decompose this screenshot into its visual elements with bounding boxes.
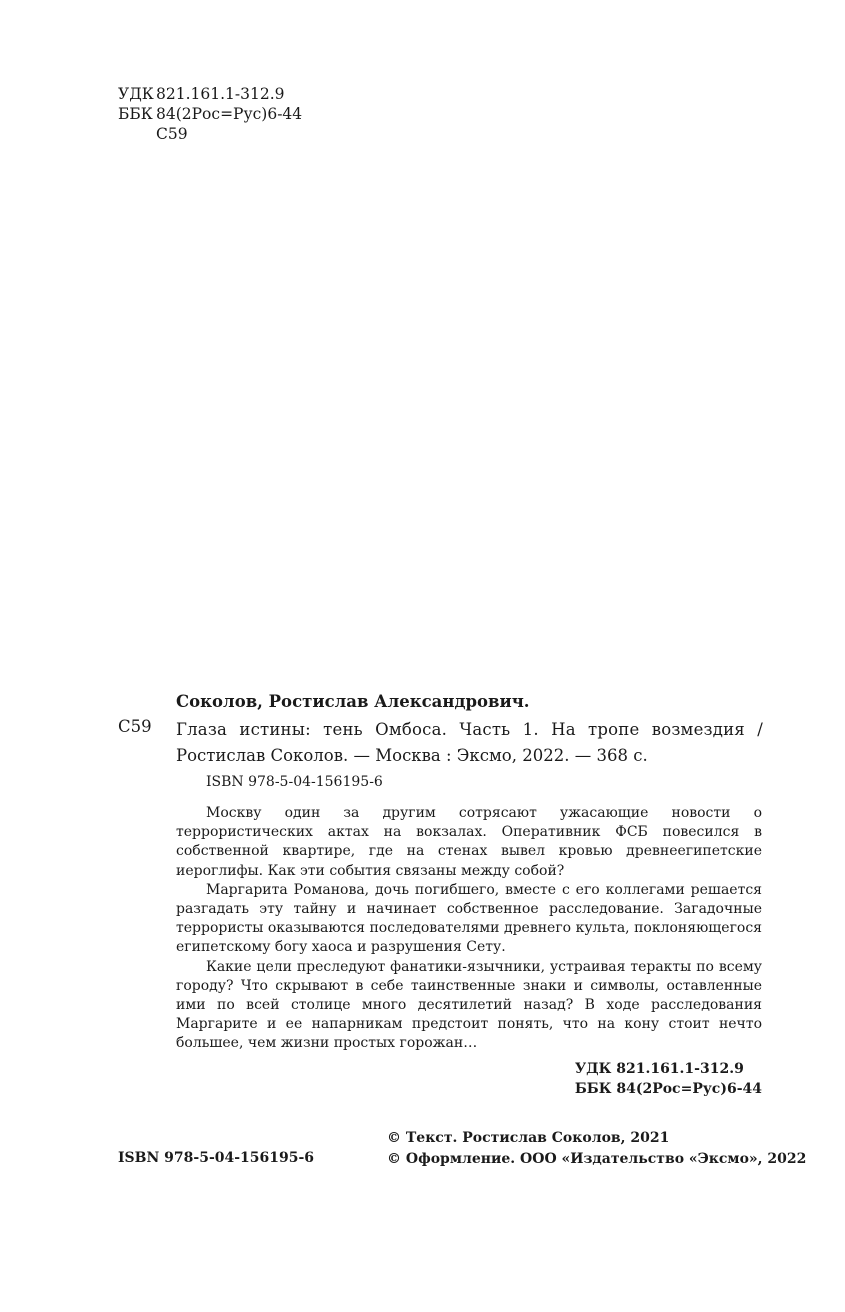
udk-index: УДК 821.161.1-312.9 [574, 1061, 744, 1077]
udk-key: УДК [118, 85, 154, 103]
annotation-paragraph: Маргарита Романова, дочь погибшего, вместе с его коллегами решается разгадать эту тайну и начинает собственное расследование. Загадочные террористы оказываются последователями древнего культа, поклоняющегося египетскому богу хаоса и разрушения Сету. [176, 881, 762, 956]
catalog-code: С59 [118, 717, 152, 736]
isbn-footer: ISBN 978-5-04-156195-6 [118, 1150, 315, 1166]
isbn-record: ISBN 978-5-04-156195-6 [206, 774, 383, 790]
bbk-key: ББК [118, 105, 153, 123]
classification-header [118, 84, 302, 144]
annotation-paragraph: Какие цели преследуют фанатики-язычники, устраивая теракты по всему городу? Что скрывают в себе таинственные знаки и символы, оставленные ими по всей столице много десятилетий назад? В ходе расследования Маргарите и ее напарникам предстоит понять, что на кону стоит нечто большее, чем жизни простых горожан… [176, 958, 762, 1052]
index-block [575, 1059, 762, 1099]
title-line-1: Глаза истины: тень Омбоса. Часть 1. На тропе возмездия / [176, 720, 763, 739]
udk-value: 821.161.1-312.9 [156, 85, 285, 103]
bbk-row [118, 104, 302, 124]
copyright-block [387, 1128, 806, 1170]
bbk-value: 84(2Рос=Рус)6-44 [156, 105, 303, 123]
copyright-design: © Оформление. ООО «Издательство «Эксмо», 2022 [387, 1151, 807, 1167]
udk-row [118, 84, 302, 104]
author-code-row [118, 124, 302, 144]
author-name: Соколов, Ростислав Александрович. [176, 692, 530, 711]
annotation-paragraph: Москву один за другим сотрясают ужасающие новости о террористических актах на вокзалах. Оперативник ФСБ повесился в собственной квартире, где на стенах вывел кровью древнеегипетские иероглифы. Как эти события связаны между собой? [176, 805, 762, 879]
author-code: С59 [156, 125, 188, 143]
copyright-text: © Текст. Ростислав Соколов, 2021 [387, 1130, 670, 1146]
annotation [176, 804, 762, 1054]
title-line-2: Ростислав Соколов. — Москва : Эксмо, 2022. — 368 с. [176, 746, 648, 765]
bbk-index: ББК 84(2Рос=Рус)6-44 [574, 1081, 762, 1097]
